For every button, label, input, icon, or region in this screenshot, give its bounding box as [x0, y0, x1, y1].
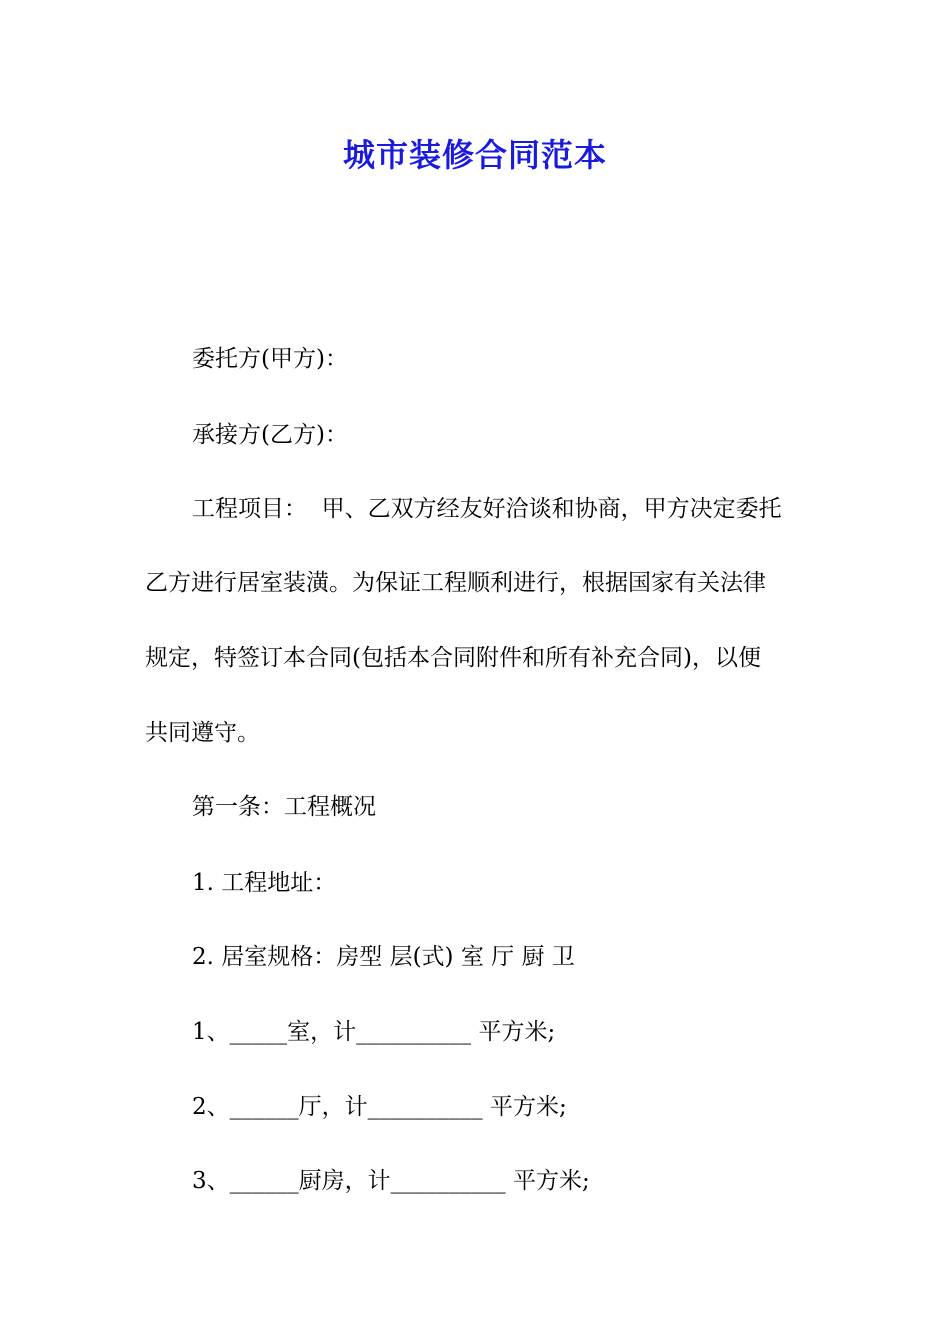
project-address-line: 1. 工程地址： — [192, 870, 337, 896]
kitchen-area-line: 3、______厨房，计__________ 平方米; — [192, 1168, 590, 1194]
room-spec-line: 2. 居室规格：房型 层(式) 室 厅 厨 卫 — [192, 944, 575, 970]
project-paragraph-line-2: 乙方进行居室装潢。为保证工程顺利进行，根据国家有关法律 — [145, 570, 766, 596]
hall-area-line: 2、______厅，计__________ 平方米; — [192, 1094, 567, 1120]
document-title: 城市装修合同范本 — [342, 136, 607, 174]
project-paragraph-line-3: 规定，特签订本合同(包括本合同附件和所有补充合同)，以便 — [145, 645, 761, 671]
party-b-line: 承接方(乙方)： — [192, 422, 348, 448]
room-area-line: 1、_____室，计__________ 平方米; — [192, 1019, 556, 1045]
article-one-heading: 第一条：工程概况 — [192, 794, 376, 820]
party-a-line: 委托方(甲方)： — [192, 346, 348, 372]
project-paragraph-line-1: 工程项目： 甲、乙双方经友好洽谈和协商，甲方决定委托 — [192, 496, 782, 522]
project-paragraph-line-4: 共同遵守。 — [145, 720, 260, 746]
